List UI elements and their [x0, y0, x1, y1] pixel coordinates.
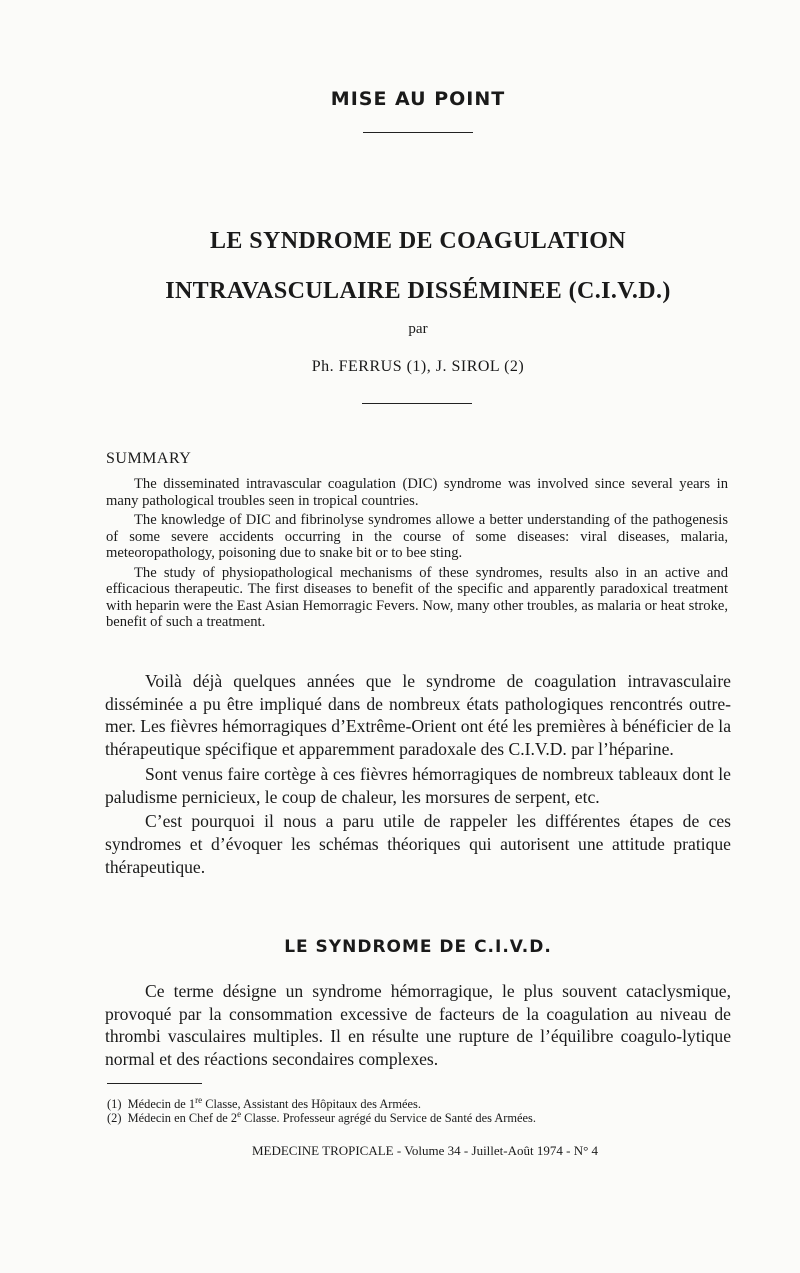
summary-paragraph: The disseminated intravascular coagulation (DIC) syndrome was involved since several years in many pathological troubles seen in tropical countries.	[106, 476, 728, 509]
footnote-text: Médecin en Chef de 2	[127, 1111, 238, 1125]
byline-par: par	[408, 321, 428, 337]
body-paragraph: Ce terme désigne un syndrome hémorragique, le plus souvent cataclysmique, provoqué par la consommation excessive de facteurs de la coagulation au niveau de thrombi vasculaires multiples. Il en résulte une rupture de l’équilibre coagulo-lytique normal et des réactions secondaires complexes.	[105, 981, 731, 1070]
footnote	[107, 1108, 747, 1126]
footnote-marker: (1)	[107, 1097, 122, 1111]
header-divider	[363, 132, 473, 133]
footnote	[107, 1094, 747, 1112]
footnote-superscript: e	[237, 1108, 242, 1119]
body-paragraph: Sont venus faire cortège à ces fièvres hémorragiques de nombreux tableaux dont le paludisme pernicieux, le coup de chaleur, les morsures de serpent, etc.	[105, 763, 731, 807]
footnote-divider	[107, 1083, 202, 1084]
journal-footer: MEDECINE TROPICALE - Volume 34 - Juillet-Août 1974 - N° 4	[251, 1143, 599, 1158]
footnote-text: Classe, Assistant des Hôpitaux des Armées.	[202, 1097, 421, 1111]
footnote-text: Médecin de 1	[127, 1097, 196, 1111]
summary-paragraph: The study of physiopathological mechanisms of these syndromes, results also in an active and efficacious therapeutic. The first diseases to benefit of the specific and apparently paradoxical treatment with heparin were the East Asian Hemorragic Fevers. Now, many other troubles, as malaria or heat stroke, benefit of such a treatment.	[106, 564, 728, 630]
summary-heading: SUMMARY	[106, 450, 192, 467]
footnote-superscript: re	[195, 1094, 203, 1105]
summary-paragraph: The knowledge of DIC and fibrinolyse syndromes allowe a better understanding of the pathogenesis of some severe accidents occurring in the course of some diseases: viral diseases, malaria, meteoropathology, poisoning due to snake bit or to bee sting.	[106, 512, 728, 561]
footnote-marker: (2)	[107, 1111, 122, 1125]
section-label: MISE AU POINT	[330, 88, 506, 110]
article-title-line-1: LE SYNDROME DE COAGULATION	[210, 228, 626, 254]
footnote-text: Classe. Professeur agrégé du Service de Santé des Armées.	[241, 1111, 536, 1125]
article-authors: Ph. FERRUS (1), J. SIROL (2)	[311, 358, 525, 375]
article-title-line-2: INTRAVASCULAIRE DISSÉMINEE (C.I.V.D.)	[165, 278, 671, 304]
section-text	[105, 980, 731, 1071]
summary-block	[106, 476, 728, 631]
body-paragraph: Voilà déjà quelques années que le syndrome de coagulation intravasculaire disséminée a pu être impliqué dans de nombreux états pathologiques rencontrés outre-mer. Les fièvres hémorragiques d’Extrême-Orient ont été les premières à bénéficier de la thérapeutique spécifique et apparemment paradoxale des C.I.V.D. par l’héparine.	[105, 671, 731, 760]
intro-text	[105, 670, 731, 878]
authors-divider	[362, 403, 472, 404]
body-paragraph: C’est pourquoi il nous a paru utile de rappeler les différentes étapes de ces syndromes et d’évoquer les schémas théoriques qui autorisent une attitude pratique thérapeutique.	[105, 811, 731, 877]
section-heading: LE SYNDROME DE C.I.V.D.	[284, 937, 552, 957]
